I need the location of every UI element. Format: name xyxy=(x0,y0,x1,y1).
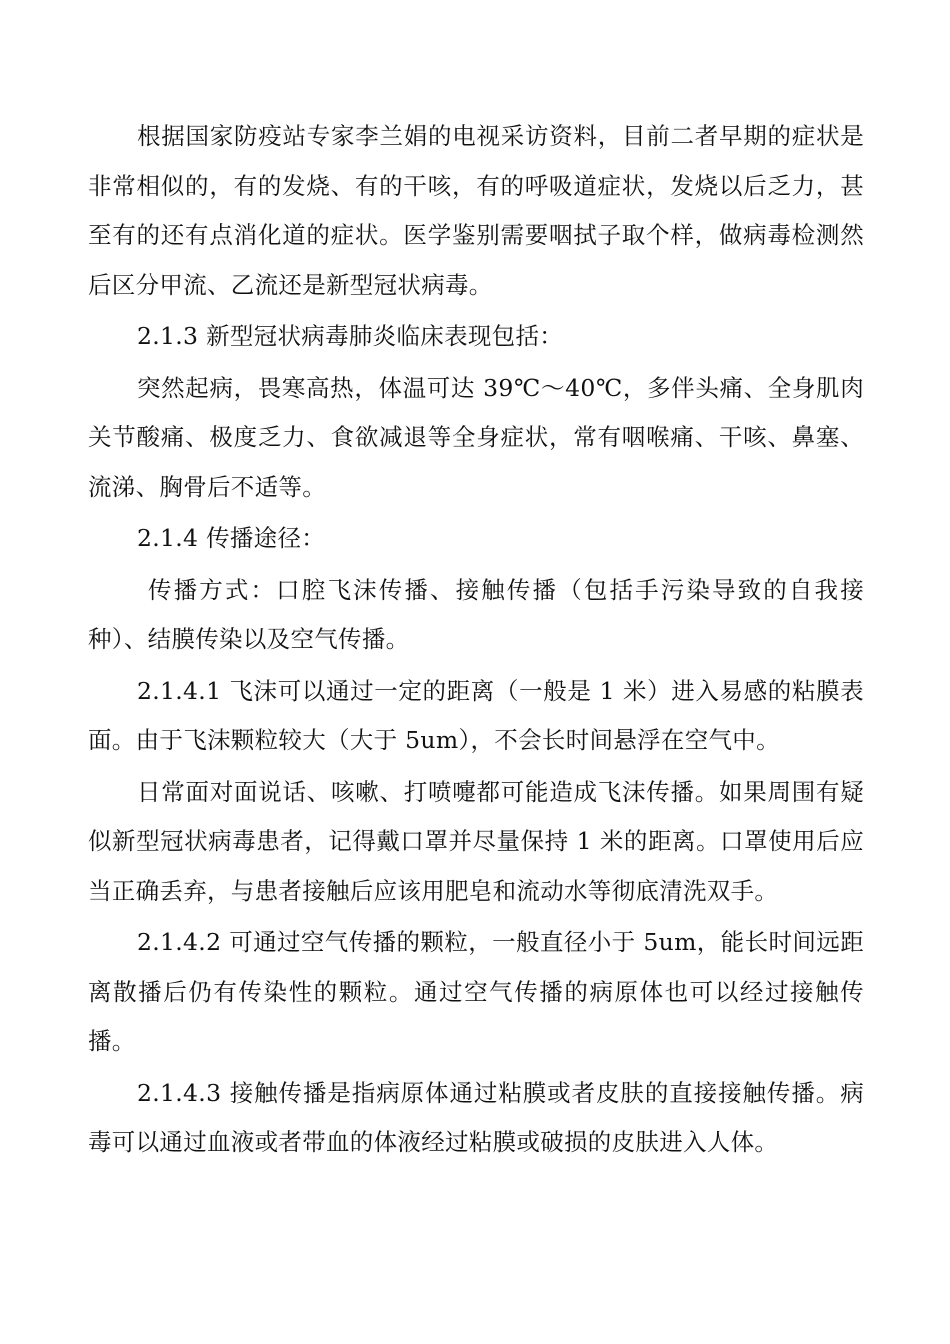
paragraph-droplet-daily-life: 日常面对面说话、咳嗽、打喷嚏都可能造成飞沫传播。如果周围有疑似新型冠状病毒患者，记得戴口罩并尽量保持 1 米的距离。口罩使用后应当正确丢弃，与患者接触后应该用肥皂和流动水等彻底清洗双手。 xyxy=(88,777,864,905)
section-heading-2-1-3: 2.1.3 新型冠状病毒肺炎临床表现包括： xyxy=(137,322,564,350)
paragraph-symptoms-comparison: 根据国家防疫站专家李兰娟的电视采访资料，目前二者早期的症状是非常相似的，有的发烧、有的干咳，有的呼吸道症状，发烧以后乏力，甚至有的还有点消化道的症状。医学鉴别需要咽拭子取个样，做病毒检测然后区分甲流、乙流还是新型冠状病毒。 xyxy=(88,122,864,299)
paragraph-2-1-4-2-airborne: 2.1.4.2 可通过空气传播的颗粒，一般直径小于 5um，能长时间远距离散播后仍有传染性的颗粒。通过空气传播的病原体也可以经过接触传播。 xyxy=(88,928,864,1055)
section-heading-2-1-4: 2.1.4 传播途径： xyxy=(137,524,326,552)
paragraph-clinical-manifestations: 突然起病，畏寒高热，体温可达 39℃～40℃，多伴头痛、全身肌肉关节酸痛、极度乏力、食欲减退等全身症状，常有咽喉痛、干咳、鼻塞、流涕、胸骨后不适等。 xyxy=(88,373,864,501)
document-body xyxy=(88,112,864,1168)
paragraph-transmission-modes: 传播方式：口腔飞沫传播、接触传播（包括手污染导致的自我接种）、结膜传染以及空气传播。 xyxy=(88,575,864,653)
paragraph-2-1-4-1-droplet: 2.1.4.1 飞沫可以通过一定的距离（一般是 1 米）进入易感的粘膜表面。由于飞沫颗粒较大（大于 5um），不会长时间悬浮在空气中。 xyxy=(88,676,864,754)
paragraph-2-1-4-3-contact: 2.1.4.3 接触传播是指病原体通过粘膜或者皮肤的直接接触传播。病毒可以通过血液或者带血的体液经过粘膜或破损的皮肤进入人体。 xyxy=(88,1078,864,1156)
